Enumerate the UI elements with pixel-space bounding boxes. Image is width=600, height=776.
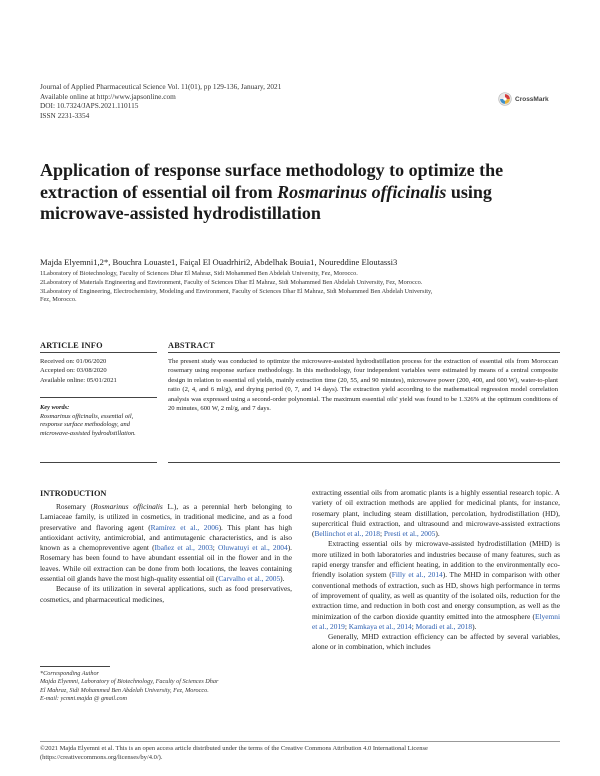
citation-link[interactable]: Oluwatuyi et al., 2004 [217, 543, 288, 553]
divider [40, 462, 157, 463]
author-email[interactable]: E-mail: ycmni.majda @ gmail.com [40, 694, 127, 702]
affiliation: Fez, Morocco. [40, 296, 77, 304]
introduction-heading: INTRODUCTION [40, 489, 107, 498]
license-footer: ©2021 Majda Elyemni et al. This is an open access article distributed under the terms of the Creative Commons Attribution 4.0 International License (https://creativecommons.org/licenses/by/4.0/). [40, 745, 560, 763]
journal-citation: Journal of Applied Pharmaceutical Science Vol. 11(01), pp 129-136, January, 2021 [40, 82, 282, 91]
citation-link[interactable]: Carvalho et al., 2005 [218, 574, 281, 584]
divider [40, 666, 110, 667]
crossmark-label: CrossMark [515, 95, 549, 103]
received-date: Received on: 01/06/2020 [40, 358, 107, 365]
divider [40, 352, 157, 353]
divider [40, 741, 560, 742]
article-info-dates [40, 357, 117, 385]
journal-url[interactable]: Available online at http://www.japsonline.com [40, 91, 176, 101]
corresponding-author: *Corresponding Author Majda Elyemni, Laboratory of Biotechnology, Faculty of Sciences Dhar El Mahraz, Sidi Mohammed Ben Abdelah University, Fez, Morocco. E-mail: ycmni.majda @ gmail.com [40, 670, 290, 703]
journal-doi[interactable]: DOI: 10.7324/JAPS.2021.110115 [40, 101, 139, 111]
keywords [40, 404, 155, 438]
citation-link[interactable]: Elyemni et al., 2019 [312, 611, 560, 631]
article-info-heading: ARTICLE INFO [40, 341, 103, 350]
citation-link[interactable]: Kamkaya et al., 2014 [348, 621, 412, 631]
citation-link[interactable]: Bellinchot et al., 2018 [314, 529, 380, 539]
abstract-text: The present study was conducted to optimize the microwave-assisted hydrodistillation process for the extraction of essential oils from Moroccan rosemary using response surface methodology. In this methodology, four independent variables were estimated by means of a central composite design in relation to essential oil yields, mainly extraction time (20, 55, and 90 minutes), microwave power (200, 400, and 600 W), water-to-plant ratio (2, 4, and 6 ml/g), and drying period (0, 7, and 14 days). The extraction yield according to the mathematical regression model correlation analysis was expressed using a second-order polynomial. The maximum essential oils' yield was found to be 1.326% at the optimum conditions of 20 minutes, 600 W, 2 ml/g, and 7 days. [168, 358, 558, 413]
body-left-column [40, 502, 292, 605]
crossmark-badge[interactable] [498, 92, 549, 106]
paragraph: Generally, MHD extraction efficiency can be affected by several variables, alone or in combination, which includes [312, 632, 560, 652]
keywords-list: Rosmarinus officinalis, essential oil, response surface methodology, and microwave-assisted hydrodistillation. [40, 412, 136, 437]
citation-link[interactable]: Filly et al., 2014 [391, 570, 443, 580]
paragraph: Extracting essential oils by microwave-assisted hydrodistillation (MHD) is more utilized in both laboratories and industries because of many features, such as rapid energy transfer and efficient heating, in addition to the environmentally eco-friendly isolation system (Filly et al., 2014). The MHD in comparison with other conventional methods of extraction, such as HD, shows high performance in terms of improvement of quality, as well as quantity of the isolated oils, reduction for the extraction time, and reduction in both cost and energy consumption, as well as the minimization of the carbon dioxide quantity emitted into the atmosphere (Elyemni et al., 2019; Kamkaya et al., 2014; Moradi et al., 2018). [312, 539, 560, 631]
citation-link[interactable]: Presti et al., 2005 [383, 529, 436, 539]
license-link[interactable]: (https://creativecommons.org/licenses/by/4.0/). [40, 753, 163, 761]
abstract-heading: ABSTRACT [168, 341, 215, 350]
author-list: Majda Elyemni1,2*, Bouchra Louaste1, Faiçal El Ouadrhiri2, Abdelhak Bouia1, Noureddine Eloutassi3 [40, 257, 398, 267]
body-right-column [312, 488, 560, 653]
journal-header [40, 82, 281, 120]
affiliation: 1Laboratory of Biotechnology, Faculty of Sciences Dhar El Mahraz, Sidi Mohammed Ben Abdelah University, Fez, Morocco. [40, 270, 358, 277]
paragraph: Rosemary (Rosmarinus officinalis L.), as a perennial herb belonging to Lamiaceae family, is utilized in cosmetics, in traditional medicine, and as a food preservative and flavoring agent (Ramírez et al., 2006). This plant has high antioxidant activity, antimicrobial, and antimutagenic characteristics, and is also known as a chemopreventive agent (Ibañez et al., 2003; Oluwatuyi et al., 2004). Rosemary has been found to have abundant essential oil in the flower and in the leaves. While oil extraction can be done from both locations, the leaves containing essential oil glands have the most high-quality essential oil (Carvalho et al., 2005). [40, 502, 292, 584]
article-title: Application of response surface methodology to optimize the extraction of essential oil from Rosmarinus officinalis using microwave-assisted hydrodistillation [40, 160, 504, 223]
paragraph: extracting essential oils from aromatic plants is a highly essential research topic. A variety of oil extraction methods are applied for medicinal plants, for instance, rosemary plant, including steam distillation, percolation, hydrodistillation (HD), supercritical fluid extraction, and ultrasound and microwave-assisted extractions (Bellinchot et al., 2018; Presti et al., 2005). [312, 488, 560, 539]
citation-link[interactable]: Ramírez et al., 2006 [150, 522, 219, 532]
crossmark-icon [498, 92, 512, 106]
affiliations [40, 270, 560, 305]
citation-link[interactable]: Ibañez et al., 2003 [154, 543, 213, 553]
affiliation: 3Laboratory of Engineering, Electrochemistry, Modeling and Environment, Faculty of Sciences Dhar El Mahraz, Sidi Mohammed Ben Abdelah University, [40, 287, 433, 295]
paragraph: Because of its utilization in several applications, such as food preservatives, cosmetics, and pharmaceutical medicines, [40, 584, 292, 604]
available-date: Available online: 05/01/2021 [40, 376, 117, 384]
divider [168, 462, 560, 463]
journal-issn: ISSN 2231-3354 [40, 110, 90, 120]
citation-link[interactable]: Moradi et al., 2018 [415, 621, 473, 631]
accepted-date: Accepted on: 03/08/2020 [40, 367, 107, 375]
divider [40, 397, 157, 398]
keywords-title: Key words: [40, 404, 70, 411]
divider [168, 352, 560, 353]
affiliation: 2Laboratory of Materials Engineering and Environment, Faculty of Sciences Dhar El Mahraz, Sidi Mohammed Ben Abdelah University, Fez, Morocco. [40, 278, 423, 286]
